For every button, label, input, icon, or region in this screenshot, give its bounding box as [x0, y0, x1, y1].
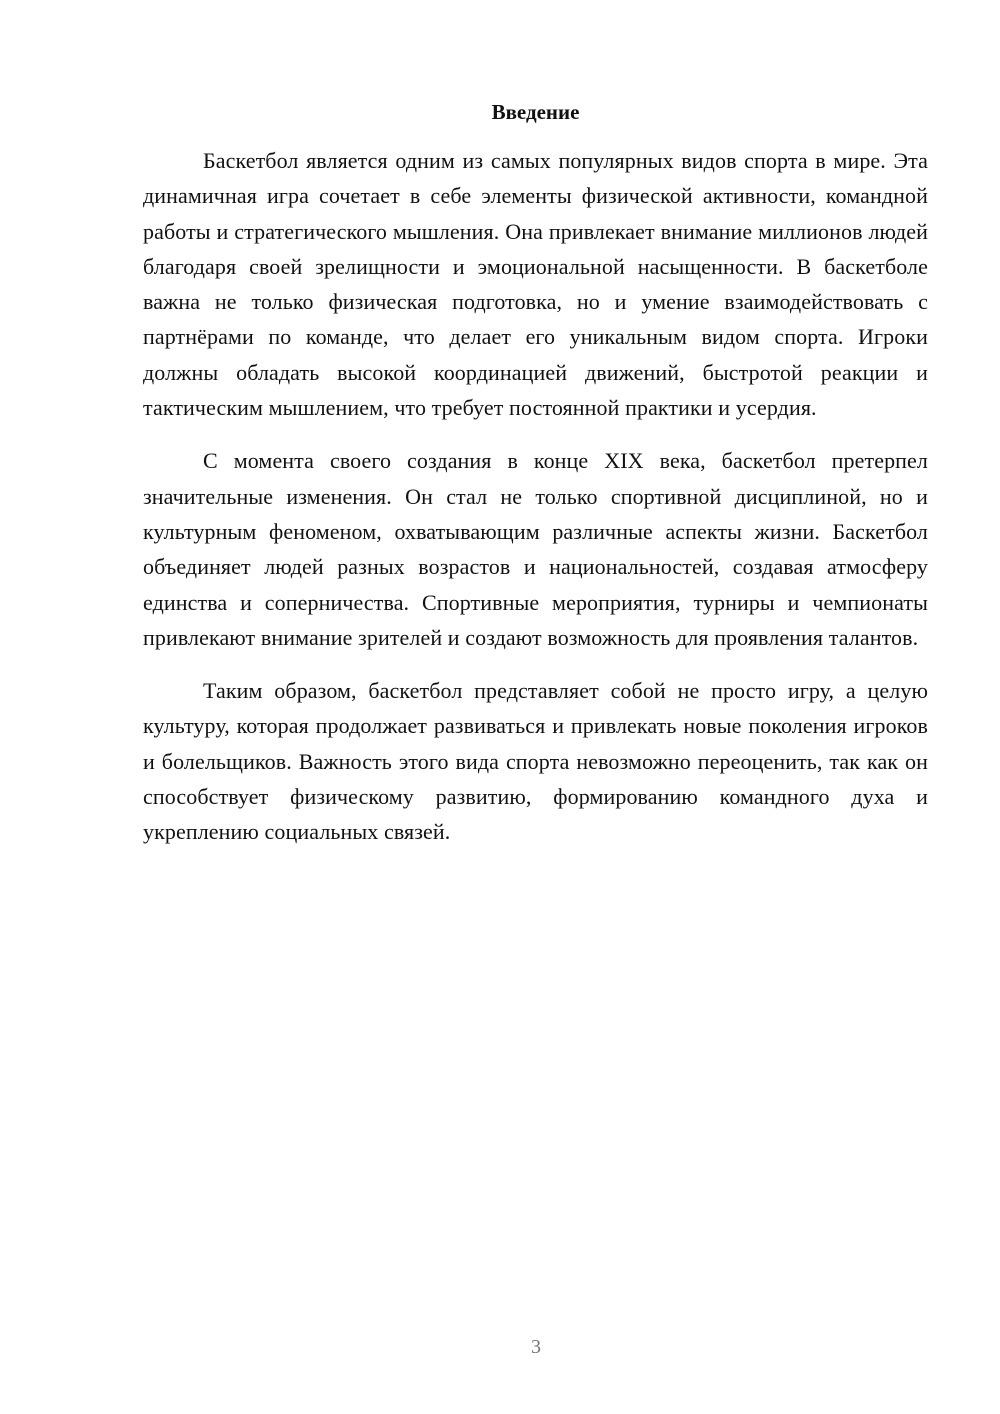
page-number: 3 — [531, 1336, 541, 1358]
section-heading: Введение — [491, 100, 580, 124]
paragraph-1: Баскетбол является одним из самых популярных видов спорта в мире. Эта динамичная игра сочетает в себе элементы физической активности, командной работы и стратегического мышления. Она привлекает внимание миллионов людей благодаря своей зрелищности и эмоциональной насыщенности. В баскетболе важна не только физическая подготовка, но и умение взаимодействовать с партнёрами по команде, что делает его уникальным видом спорта. Игроки должны обладать высокой координацией движений, быстротой реакции и тактическим мышлением, что требует постоянной практики и усердия. — [143, 148, 928, 421]
paragraph-2: С момента своего создания в конце XIX века, баскетбол претерпел значительные изменения. Он стал не только спортивной дисциплиной, но и культурным феноменом, охватывающим различные аспекты жизни. Баскетбол объединяет людей разных возрастов и национальностей, создавая атмосферу единства и соперничества. Спортивные мероприятия, турниры и чемпионаты привлекают внимание зрителей и создают возможность для проявления талантов. — [143, 448, 928, 650]
paragraph-3: Таким образом, баскетбол представляет собой не просто игру, а целую культуру, которая продолжает развиваться и привлекать новые поколения игроков и болельщиков. Важность этого вида спорта невозможно переоценить, так как он способствует физическому развитию, формированию командного духа и укреплению социальных связей. — [143, 678, 928, 845]
body-text — [143, 143, 928, 868]
